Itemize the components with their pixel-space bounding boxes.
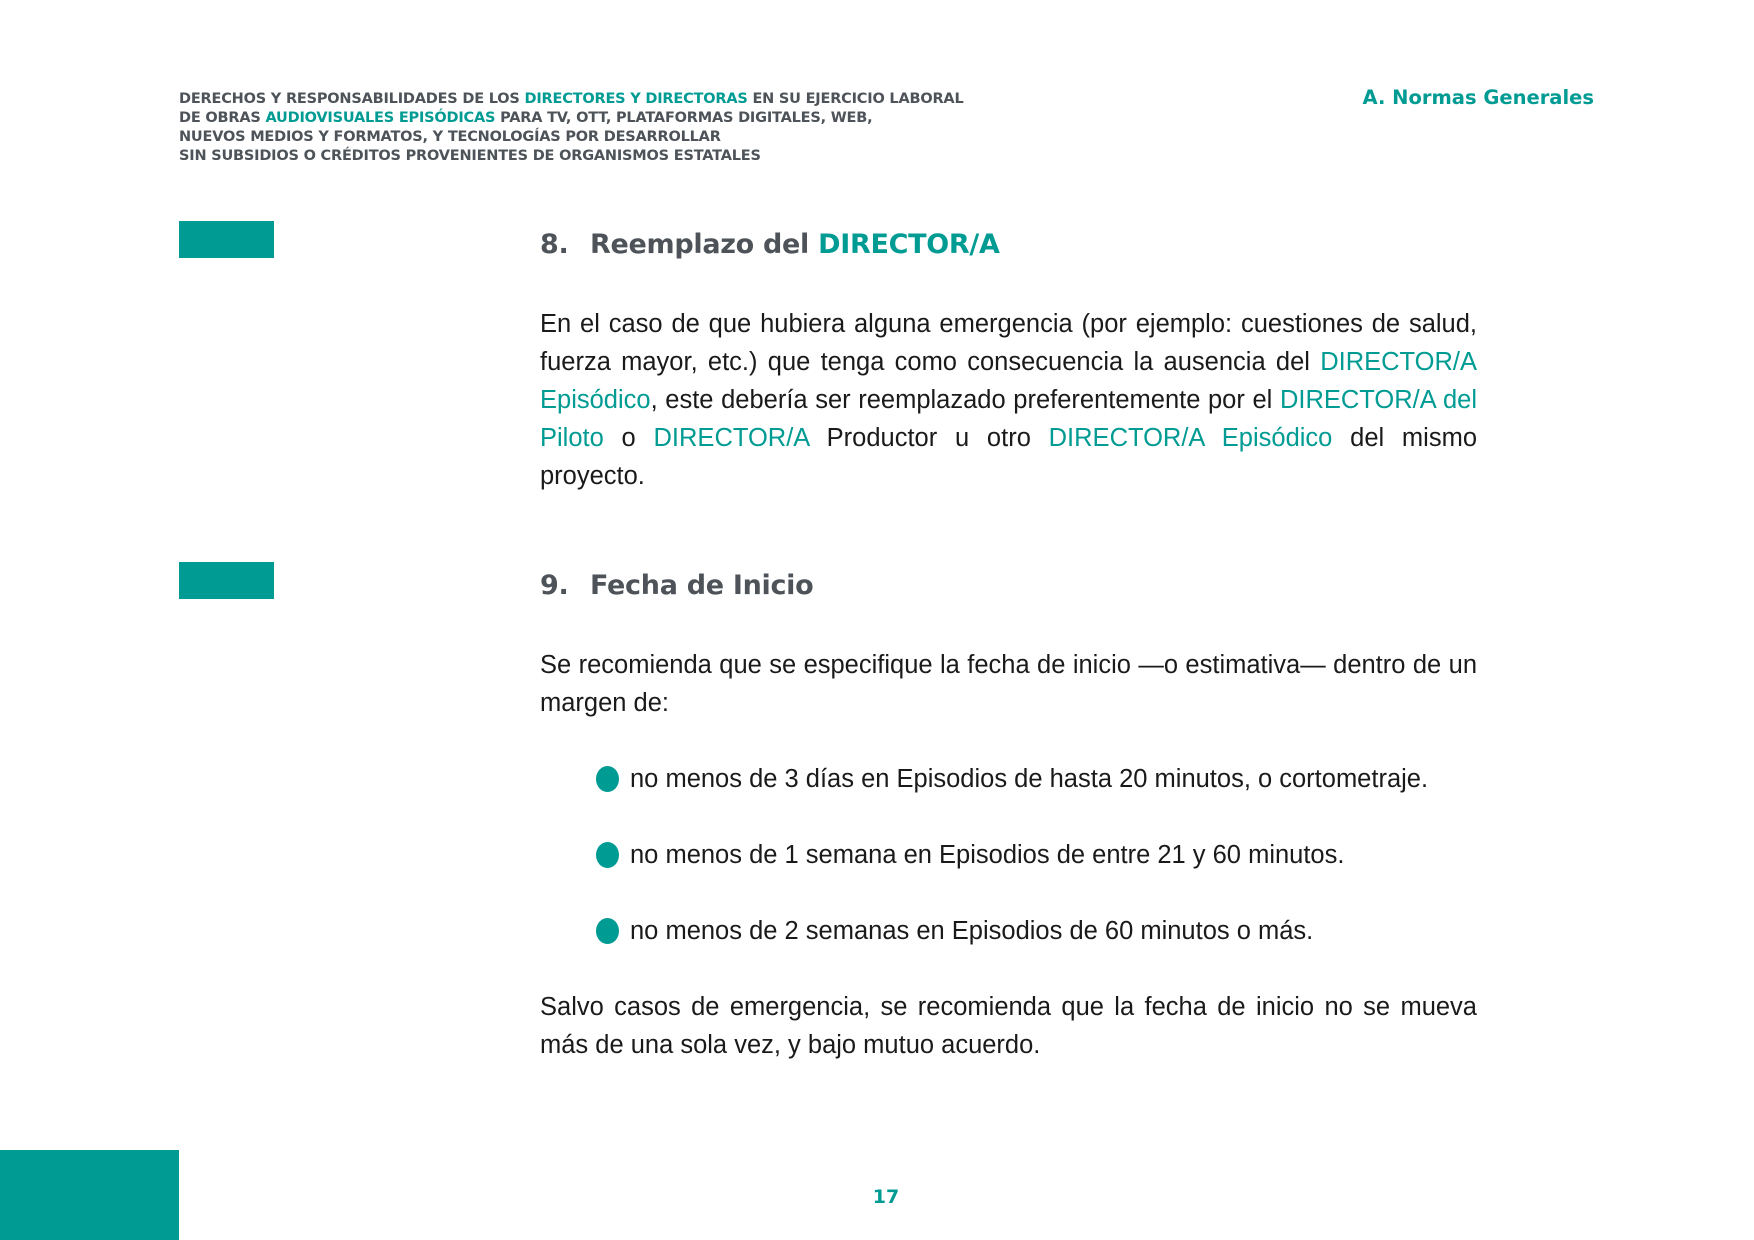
- section-8-paragraph: [540, 305, 1477, 495]
- footer-decoration: [0, 1150, 179, 1240]
- section-title: Reemplazo del: [590, 229, 819, 260]
- header-line-1: [179, 90, 963, 109]
- highlight-term: DIRECTOR/A Episódico: [540, 348, 1477, 414]
- bullet-dot-icon: [596, 842, 619, 868]
- section-9-closing: Salvo casos de emergencia, se recomienda que la fecha de inicio no se mueva más de una sola vez, y bajo mutuo acuerdo.: [540, 993, 1477, 1059]
- section-number: 8.: [540, 229, 569, 260]
- section-heading-8: [540, 229, 1000, 260]
- section-marker: [179, 221, 274, 258]
- highlight-term: DIRECTOR/A del Piloto: [540, 386, 1477, 452]
- list-item-text: no menos de 2 semanas en Episodios de 60 minutos o más.: [630, 917, 1314, 945]
- header-highlight: AUDIOVISUALES EPISÓDICAS: [265, 110, 496, 126]
- bullet-dot-icon: [596, 766, 619, 792]
- section-heading-9: [540, 570, 813, 601]
- header-text: EN SU EJERCICIO LABORAL: [747, 91, 964, 107]
- header-text: DE OBRAS: [179, 110, 266, 126]
- header-line-2: [179, 109, 963, 128]
- section-tag: A. Normas Generales: [1362, 86, 1594, 109]
- list-item: [596, 912, 1313, 950]
- body-text: , este debería ser reemplazado preferentemente por el: [650, 386, 1280, 414]
- header-text: PARA TV, OTT, PLATAFORMAS DIGITALES, WEB,: [495, 110, 873, 126]
- header-line-4: [179, 147, 963, 166]
- list-item: [596, 836, 1344, 874]
- header-highlight: DIRECTORES Y DIRECTORAS: [524, 91, 748, 107]
- page-number: 17: [872, 1186, 900, 1208]
- section-number: 9.: [540, 570, 569, 601]
- body-text: o: [603, 424, 654, 452]
- bullet-dot-icon: [596, 918, 619, 944]
- body-text: del mismo proyecto.: [540, 424, 1478, 490]
- list-item: [596, 760, 1428, 798]
- section-marker: [179, 562, 274, 599]
- section-title-highlight: DIRECTOR/A: [818, 229, 1000, 260]
- highlight-term: DIRECTOR/A: [653, 424, 809, 452]
- header-text: NUEVOS MEDIOS Y FORMATOS, Y TECNOLOGÍAS POR DESARROLLAR: [179, 129, 721, 145]
- header-text: DERECHOS Y RESPONSABILIDADES DE LOS: [179, 91, 525, 107]
- section-9-intro: Se recomienda que se especifique la fecha de inicio —o estimativa— dentro de un margen de:: [540, 651, 1477, 717]
- section-title: Fecha de Inicio: [590, 570, 814, 601]
- document-header: [179, 90, 963, 166]
- list-item-text: no menos de 3 días en Episodios de hasta 20 minutos, o cortometraje.: [630, 765, 1429, 793]
- body-text: En el caso de que hubiera alguna emergencia (por ejemplo: cuestiones de salud, fuerza mayor, etc.) que tenga como consecuencia la ausencia del: [540, 310, 1477, 376]
- header-text: SIN SUBSIDIOS O CRÉDITOS PROVENIENTES DE ORGANISMOS ESTATALES: [179, 148, 761, 164]
- header-line-3: [179, 128, 963, 147]
- list-item-text: no menos de 1 semana en Episodios de entre 21 y 60 minutos.: [630, 841, 1345, 869]
- body-text: Productor u otro: [808, 424, 1049, 452]
- highlight-term: DIRECTOR/A Episódico: [1048, 424, 1333, 452]
